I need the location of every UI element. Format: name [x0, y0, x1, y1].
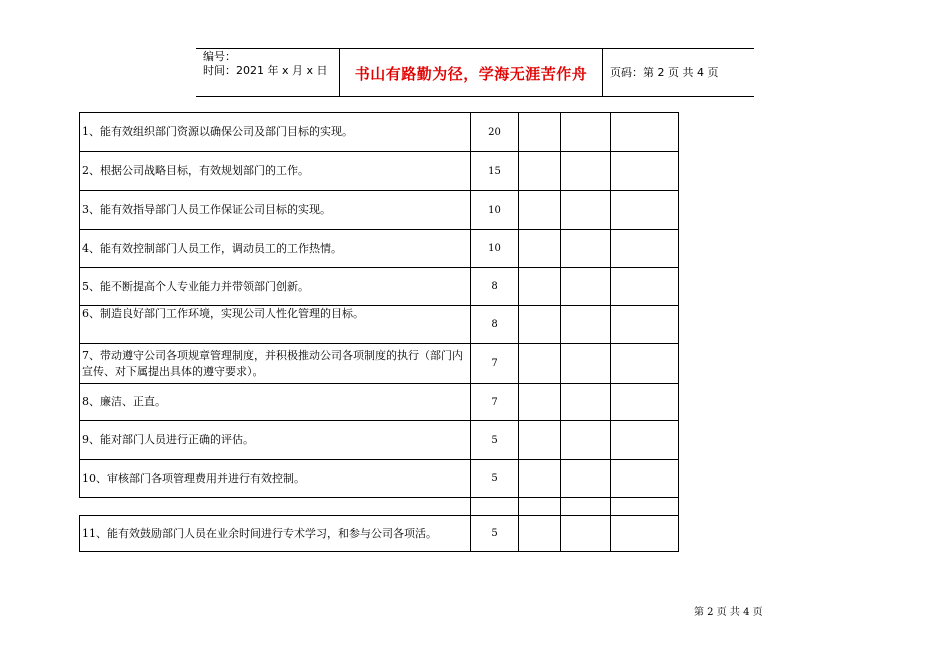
- header-bottom-rule: [196, 96, 754, 97]
- rating-cell[interactable]: [561, 384, 611, 421]
- criterion-text: 2、根据公司战略目标，有效规划部门的工作。: [80, 152, 471, 191]
- rating-cell[interactable]: [519, 516, 561, 552]
- gap-cell: [561, 498, 611, 516]
- rating-cell[interactable]: [611, 421, 679, 460]
- table-row: [80, 344, 679, 384]
- criterion-text: 9、能对部门人员进行正确的评估。: [80, 421, 471, 460]
- table-row: [80, 306, 679, 344]
- rating-cell[interactable]: [611, 306, 679, 344]
- rating-cell[interactable]: [561, 152, 611, 191]
- rating-cell[interactable]: [561, 421, 611, 460]
- header-top-rule: [196, 48, 754, 49]
- criterion-score: 7: [471, 344, 519, 384]
- table-row: [80, 516, 679, 552]
- table-row: [80, 230, 679, 268]
- rating-cell[interactable]: [519, 191, 561, 230]
- rating-cell[interactable]: [611, 113, 679, 152]
- rating-cell[interactable]: [611, 152, 679, 191]
- table-row: [80, 113, 679, 152]
- criterion-score: 5: [471, 421, 519, 460]
- rating-cell[interactable]: [519, 384, 561, 421]
- criterion-text: 6、制造良好部门工作环境，实现公司人性化管理的目标。: [80, 306, 471, 344]
- criterion-score: 10: [471, 191, 519, 230]
- criterion-score: 8: [471, 268, 519, 306]
- rating-cell[interactable]: [519, 230, 561, 268]
- header-motto: 书山有路勤为径，学海无涯苦作舟: [354, 65, 588, 83]
- rating-cell[interactable]: [561, 460, 611, 498]
- gap-cell: [80, 498, 471, 516]
- rating-cell[interactable]: [611, 268, 679, 306]
- criterion-score: 8: [471, 306, 519, 344]
- criterion-score: 10: [471, 230, 519, 268]
- table-row: [80, 460, 679, 498]
- criterion-score: 5: [471, 516, 519, 552]
- criterion-score: 20: [471, 113, 519, 152]
- criterion-score: 7: [471, 384, 519, 421]
- rating-cell[interactable]: [611, 344, 679, 384]
- criterion-text: 4、能有效控制部门人员工作，调动员工的工作热情。: [80, 230, 471, 268]
- rating-cell[interactable]: [561, 230, 611, 268]
- rating-cell[interactable]: [611, 516, 679, 552]
- rating-cell[interactable]: [519, 268, 561, 306]
- rating-cell[interactable]: [561, 191, 611, 230]
- table-row: [80, 268, 679, 306]
- page-footer: 第 2 页 共 4 页: [694, 607, 763, 618]
- table-row: [80, 152, 679, 191]
- table-row: [80, 384, 679, 421]
- rating-cell[interactable]: [561, 344, 611, 384]
- header-meta: [203, 50, 328, 78]
- rating-cell[interactable]: [519, 152, 561, 191]
- rating-cell[interactable]: [561, 516, 611, 552]
- header-page-info: 页码：第 2 页 共 4 页: [610, 66, 719, 79]
- rating-cell[interactable]: [519, 460, 561, 498]
- rating-cell[interactable]: [611, 191, 679, 230]
- criterion-text: 1、能有效组织部门资源以确保公司及部门目标的实现。: [80, 113, 471, 152]
- criterion-score: 5: [471, 460, 519, 498]
- criterion-text: 5、能不断提高个人专业能力并带领部门创新。: [80, 268, 471, 306]
- criterion-text: 3、能有效指导部门人员工作保证公司目标的实现。: [80, 191, 471, 230]
- rating-cell[interactable]: [611, 384, 679, 421]
- criteria-table: [79, 112, 679, 552]
- criterion-score: 15: [471, 152, 519, 191]
- criterion-text: 11、能有效鼓励部门人员在业余时间进行专术学习，和参与公司各项活。: [80, 516, 471, 552]
- header-divider-right: [602, 48, 603, 96]
- rating-cell[interactable]: [561, 306, 611, 344]
- rating-cell[interactable]: [519, 113, 561, 152]
- table-row: [80, 191, 679, 230]
- rating-cell[interactable]: [519, 306, 561, 344]
- table-row: [80, 421, 679, 460]
- gap-cell: [471, 498, 519, 516]
- table-gap-row: [80, 498, 679, 516]
- rating-cell[interactable]: [519, 344, 561, 384]
- gap-cell: [611, 498, 679, 516]
- criterion-text: 10、审核部门各项管理费用并进行有效控制。: [80, 460, 471, 498]
- gap-cell: [519, 498, 561, 516]
- rating-cell[interactable]: [611, 230, 679, 268]
- number-label: 编号：: [203, 50, 236, 63]
- rating-cell[interactable]: [561, 113, 611, 152]
- criterion-text: 7、带动遵守公司各项规章管理制度，并积极推动公司各项制度的执行（部门内宣传、对下属提出具体的遵守要求）。: [80, 344, 471, 384]
- rating-cell[interactable]: [611, 460, 679, 498]
- criterion-text: 8、廉洁、正直。: [80, 384, 471, 421]
- rating-cell[interactable]: [561, 268, 611, 306]
- time-label: 时间：2021 年 x 月 x 日: [203, 64, 328, 77]
- rating-cell[interactable]: [519, 421, 561, 460]
